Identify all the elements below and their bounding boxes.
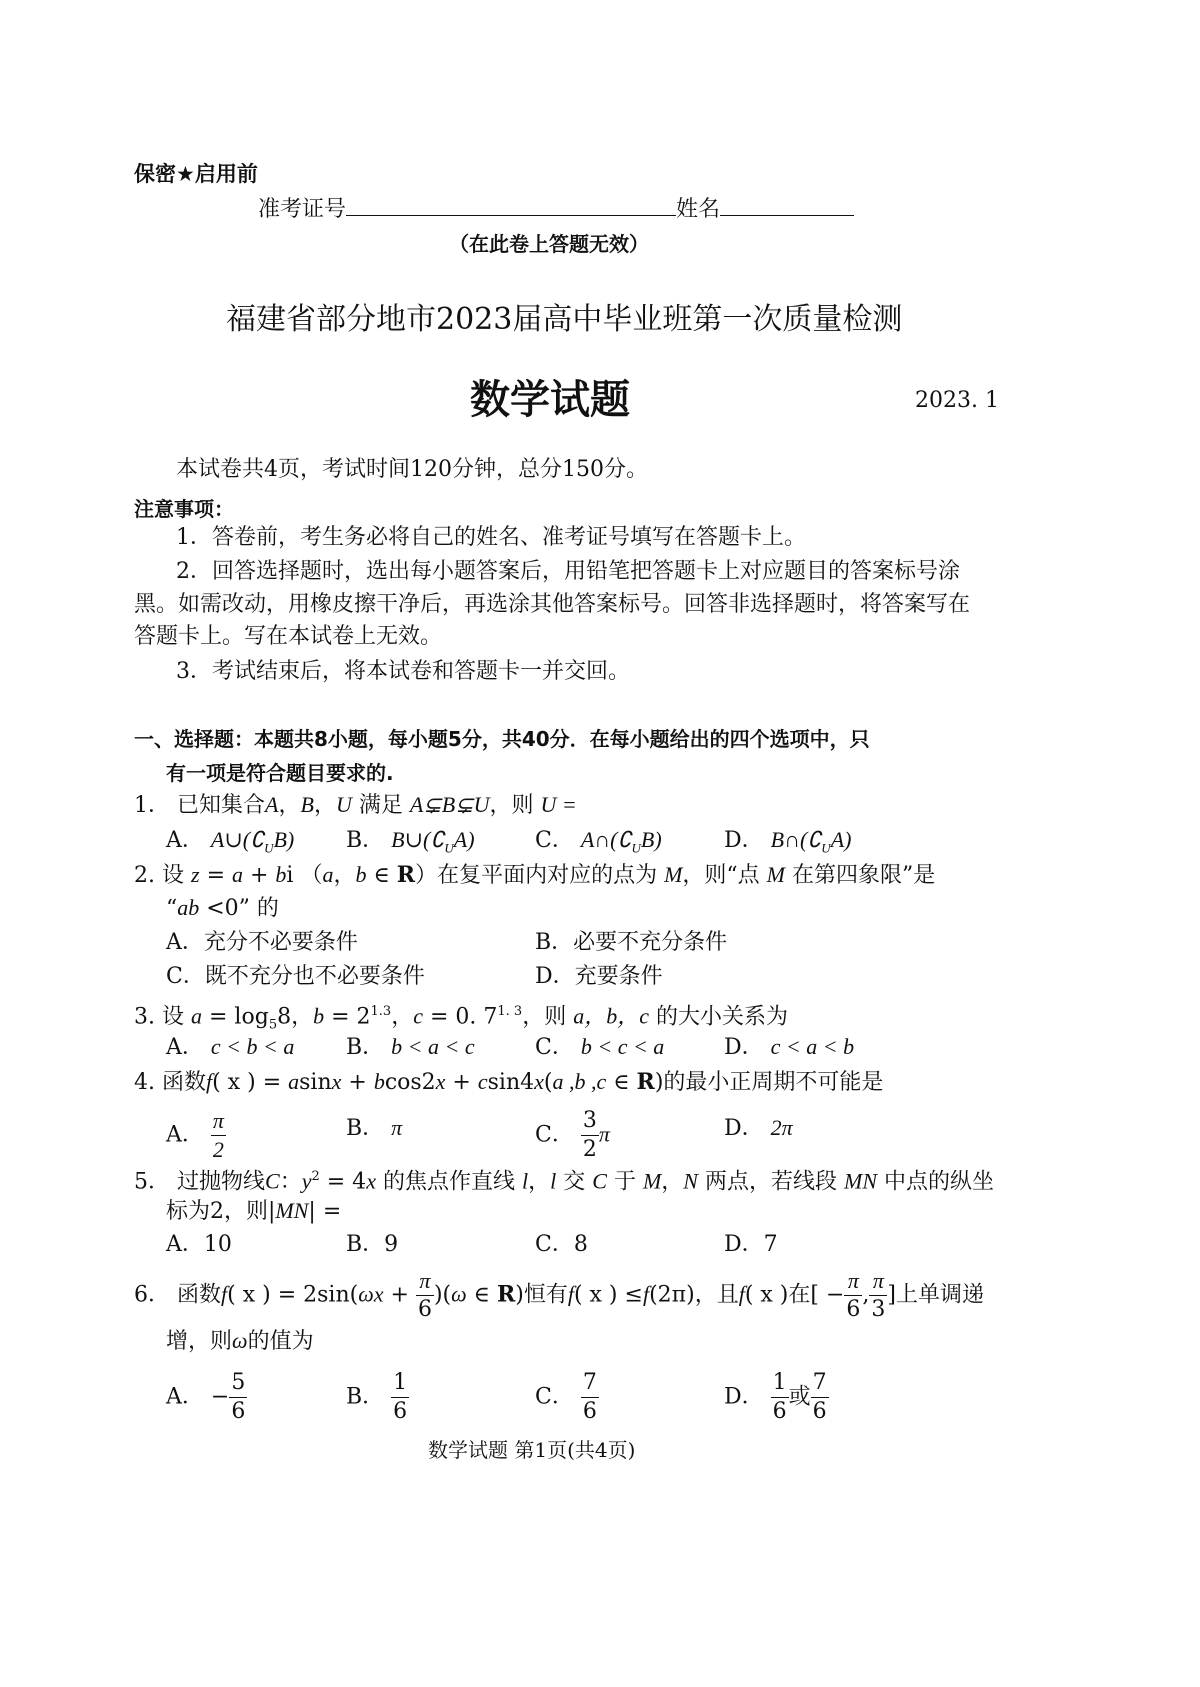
question-text: ，	[661, 1169, 684, 1195]
math-var: c	[413, 1003, 423, 1029]
question-text: 设	[162, 863, 185, 888]
question-text: 已知集合	[177, 793, 266, 818]
exam-number-row	[258, 192, 854, 223]
question-4	[134, 1067, 883, 1098]
math-var: l	[550, 1168, 557, 1194]
q1-option-b[interactable]	[346, 825, 475, 863]
q2-option-c[interactable]: C．既不充分也不必要条件	[166, 964, 425, 989]
math-set: R	[396, 862, 416, 888]
fraction	[771, 1372, 789, 1423]
math-expression: (	[543, 1070, 553, 1095]
question-text: “	[166, 896, 178, 921]
numerator: 1	[391, 1372, 409, 1398]
math-expression: ( x ) =	[212, 1070, 289, 1095]
math-expression: ( x ) ≤	[573, 1282, 643, 1308]
question-number: 4.	[134, 1070, 155, 1095]
option-label: D．	[724, 1116, 764, 1141]
math-var: f	[221, 1281, 228, 1307]
option-text: b < a < c	[391, 1034, 475, 1059]
note-2-line-1: 2．回答选择题时，选出每小题答案后，用铅笔把答题卡上对应题目的答案标号涂	[176, 559, 960, 584]
math-subscript: 5	[268, 1017, 278, 1033]
q6-option-a[interactable]	[166, 1372, 247, 1423]
option-text: B)	[640, 827, 662, 852]
numerator: 5	[229, 1372, 247, 1398]
fraction	[229, 1372, 247, 1423]
math-var: a	[191, 1003, 203, 1029]
fraction	[844, 1270, 862, 1321]
denominator: 3	[871, 1297, 886, 1322]
question-text: ：	[279, 1169, 302, 1195]
math-expression: = 4	[319, 1169, 367, 1195]
numerator: π	[416, 1270, 434, 1296]
numerator: 7	[581, 1372, 599, 1398]
math-expression: ( x ) = 2sin(	[227, 1282, 359, 1308]
question-text: ，则	[489, 793, 534, 818]
option-text: b < c < a	[580, 1034, 665, 1059]
math-var: N	[683, 1168, 698, 1194]
question-text: ]上单调递	[887, 1282, 984, 1308]
math-var: c	[477, 1069, 488, 1094]
option-text: B)	[273, 827, 295, 852]
math-operator: ∈	[466, 1282, 497, 1308]
math-var: x	[331, 1069, 342, 1094]
q6-option-c[interactable]	[535, 1372, 599, 1423]
exam-title: 福建省部分地市2023届高中毕业班第一次质量检测	[226, 302, 903, 337]
question-number: 5．	[134, 1169, 170, 1195]
q5-option-a[interactable]: A．10	[166, 1232, 232, 1257]
question-number: 1．	[134, 793, 170, 818]
q5-option-d[interactable]: D．7	[724, 1232, 778, 1257]
question-text: 函数	[162, 1070, 207, 1095]
math-var: C	[265, 1168, 280, 1194]
math-expression: = 0. 7	[422, 1004, 498, 1030]
math-expression: sin	[299, 1070, 332, 1095]
confidential-label: 保密★启用前	[134, 162, 258, 186]
math-var: M	[664, 862, 683, 887]
math-var: ab	[177, 895, 200, 920]
denominator: 2	[582, 1137, 597, 1162]
question-1	[134, 790, 577, 821]
math-expression: U =	[540, 792, 577, 817]
question-text: (2π)，且	[649, 1282, 739, 1308]
q5-option-b[interactable]: B．9	[346, 1232, 399, 1257]
math-var: x	[435, 1069, 446, 1094]
math-operator: ,	[862, 1282, 870, 1308]
math-superscript: 1. 3	[497, 1004, 523, 1019]
section-heading-line-1: 一、选择题：本题共8小题，每小题5分，共40分．在每小题给出的四个选项中，只	[134, 727, 870, 751]
question-text: 满足	[358, 793, 403, 818]
question-number: 3.	[134, 1004, 155, 1030]
math-operator: +	[383, 1282, 416, 1308]
fraction	[811, 1372, 829, 1423]
subject-title: 数学试题	[470, 377, 630, 423]
option-text: c < b < a	[210, 1034, 295, 1059]
numerator: 3	[581, 1110, 599, 1136]
math-operator: ∈	[366, 863, 397, 888]
option-text: c < a < b	[770, 1034, 855, 1059]
question-text: 的焦点作直线	[382, 1169, 515, 1195]
fraction	[581, 1372, 599, 1423]
question-text: 在第四象限”是	[792, 863, 936, 888]
denominator: 6	[393, 1399, 408, 1424]
denominator: 6	[846, 1297, 861, 1322]
math-var: C	[592, 1168, 607, 1194]
option-label: B．	[346, 1116, 385, 1141]
math-var: π	[598, 1121, 610, 1147]
q2-option-a[interactable]: A．充分不必要条件	[166, 930, 358, 955]
math-var: f	[206, 1069, 213, 1094]
note-1: 1．答卷前，考生务必将自己的姓名、准考证号填写在答题卡上。	[176, 525, 806, 550]
question-text: )恒有	[515, 1282, 568, 1308]
invalid-note: （在此卷上答题无效）	[449, 232, 649, 256]
option-text: A∪(∁	[210, 827, 265, 852]
fraction	[211, 1110, 226, 1161]
q1-option-a[interactable]	[166, 825, 294, 863]
question-text: ，	[313, 793, 336, 818]
q3-option-c[interactable]	[535, 1032, 664, 1063]
numerator: π	[844, 1270, 862, 1296]
question-text: 标为2，则|	[166, 1199, 276, 1224]
option-label: C．	[535, 828, 574, 853]
option-label: D．	[724, 828, 764, 853]
math-subscript: U	[264, 840, 274, 856]
option-label: A．	[166, 828, 204, 853]
q1-option-d[interactable]	[724, 825, 851, 863]
option-label: D．	[724, 1384, 764, 1410]
fraction	[416, 1270, 434, 1321]
option-label: B．	[346, 1384, 385, 1410]
question-text: ，	[333, 863, 356, 888]
math-var: y	[301, 1168, 312, 1194]
option-text: A∩(∁	[580, 827, 632, 852]
option-label: B．	[346, 828, 385, 853]
question-text: 于	[613, 1169, 636, 1195]
option-text: B∪(∁	[391, 827, 445, 852]
question-text: 过抛物线	[177, 1169, 266, 1195]
math-var: MN	[844, 1168, 877, 1194]
name-label: 姓名	[676, 197, 721, 222]
option-label: A．	[166, 1035, 204, 1060]
numerator: π	[869, 1270, 887, 1296]
note-2-line-3: 答题卡上。写在本试卷上无效。	[134, 624, 443, 649]
question-text: | =	[308, 1199, 342, 1224]
q3-option-d[interactable]	[724, 1032, 854, 1063]
math-subscript: U	[821, 840, 831, 856]
math-var: x	[373, 1281, 384, 1307]
math-var: a，b，c	[573, 1003, 649, 1029]
numerator: π	[211, 1110, 226, 1136]
denominator: 6	[582, 1399, 597, 1424]
math-var: l	[521, 1168, 529, 1194]
math-operator: =	[199, 863, 232, 888]
q6-option-d[interactable]	[724, 1372, 829, 1423]
math-operator: +	[445, 1070, 478, 1095]
math-expression: 8，	[277, 1004, 314, 1030]
math-operator: ∈	[606, 1070, 637, 1095]
fraction	[391, 1372, 409, 1423]
option-label: B．	[346, 1035, 385, 1060]
question-text: 的大小关系为	[655, 1004, 788, 1030]
question-2	[134, 860, 935, 891]
math-var: ω	[451, 1281, 467, 1307]
math-expression: = 2	[324, 1004, 371, 1030]
math-var: a ,b ,c	[552, 1069, 607, 1094]
option-text: π	[391, 1115, 403, 1140]
question-text: <0” 的	[199, 896, 279, 921]
denominator: 6	[231, 1399, 246, 1424]
math-var: x	[366, 1168, 376, 1194]
question-number: 6．	[134, 1282, 170, 1308]
section-heading-line-2: 有一项是符合题目要求的.	[166, 761, 394, 785]
math-var: x	[534, 1069, 544, 1094]
question-text: 交	[563, 1169, 586, 1195]
q4-option-a[interactable]	[166, 1110, 226, 1161]
math-set: R	[496, 1281, 516, 1308]
option-text: 2π	[770, 1115, 793, 1140]
question-text: 两点，若线段	[704, 1169, 837, 1195]
question-5	[134, 1162, 994, 1197]
option-text: A)	[830, 827, 852, 852]
math-var: i	[286, 863, 294, 888]
exam-number-blank[interactable]	[346, 193, 676, 216]
math-var: U	[335, 792, 352, 817]
math-var: A	[265, 792, 279, 817]
question-text: )的最小正周期不可能是	[654, 1070, 884, 1095]
numerator: 1	[771, 1372, 789, 1398]
math-expression: )(	[433, 1282, 452, 1308]
denominator: 6	[417, 1297, 432, 1322]
question-2-line-2	[166, 893, 279, 924]
question-text: ，	[278, 793, 301, 818]
math-var: MN	[275, 1198, 309, 1223]
q3-option-b[interactable]	[346, 1032, 475, 1063]
math-superscript: 1.3	[370, 1004, 392, 1019]
note-2-line-2: 黑。如需改动，用橡皮擦干净后，再选涂其他答案标号。回答非选择题时，将答案写在	[134, 592, 971, 617]
question-text: 设	[162, 1004, 185, 1030]
option-text: 或	[788, 1384, 811, 1410]
option-label: C．	[535, 1384, 574, 1410]
option-label: C．	[535, 1035, 574, 1060]
q5-option-c[interactable]: C．8	[535, 1232, 588, 1257]
fraction	[581, 1110, 599, 1161]
denominator: 2	[212, 1137, 224, 1162]
q3-option-a[interactable]	[166, 1032, 294, 1063]
math-var: ω	[232, 1328, 248, 1353]
question-text: 的值为	[247, 1329, 314, 1354]
denominator: 6	[772, 1399, 787, 1424]
math-var: a	[288, 1069, 300, 1094]
question-text: ）在复平面内对应的点为	[415, 863, 658, 888]
math-var: M	[766, 862, 785, 887]
math-var: b	[275, 862, 287, 887]
math-set: R	[636, 1069, 655, 1095]
option-label: D．	[724, 1035, 764, 1060]
question-text: 函数	[177, 1282, 222, 1308]
question-text: ，	[528, 1169, 551, 1195]
question-text: ，则“点	[682, 863, 760, 888]
notes-heading: 注意事项：	[134, 497, 234, 521]
math-expression: ( x )在[ −	[744, 1282, 845, 1308]
math-var: M	[642, 1168, 662, 1194]
denominator: 6	[812, 1399, 827, 1424]
math-var: f	[738, 1281, 745, 1307]
math-expression: cos2	[384, 1070, 436, 1095]
math-var: a	[322, 862, 334, 887]
q2-option-b[interactable]: B．必要不充分条件	[535, 930, 728, 955]
question-5-line-2	[166, 1196, 341, 1227]
q2-option-d[interactable]: D．充要条件	[535, 964, 663, 989]
question-text: （	[300, 863, 323, 888]
math-operator: −	[210, 1384, 230, 1410]
question-text: ，	[391, 1004, 414, 1030]
math-expression: = log	[202, 1004, 269, 1030]
option-label: A．	[166, 1384, 204, 1410]
math-var: a	[232, 862, 243, 887]
question-number: 2.	[134, 863, 155, 888]
name-blank[interactable]	[720, 193, 854, 216]
q4-option-b[interactable]	[346, 1113, 402, 1144]
intro-text: 本试卷共4页，考试时间120分钟，总分150分。	[176, 457, 648, 482]
option-label: A．	[166, 1122, 204, 1148]
question-text: 增，则	[166, 1329, 233, 1354]
math-expression: sin4	[487, 1070, 535, 1095]
math-operator: +	[243, 863, 276, 888]
math-var: f	[567, 1281, 574, 1307]
question-6	[134, 1270, 984, 1321]
math-var: ω	[358, 1281, 374, 1307]
option-label: C．	[535, 1122, 574, 1148]
math-var: b	[355, 862, 367, 887]
exam-number-label: 准考证号	[258, 197, 347, 222]
q1-option-c[interactable]	[535, 825, 662, 863]
math-superscript: 2	[311, 1169, 320, 1184]
math-operator: +	[341, 1070, 374, 1095]
math-expression: A⊊B⊊U	[409, 792, 490, 817]
q6-option-b[interactable]	[346, 1372, 409, 1423]
math-var: f	[642, 1281, 650, 1307]
question-text: 中点的纵坐	[884, 1169, 995, 1195]
question-6-line-2	[166, 1326, 314, 1357]
note-3: 3．考试结束后，将本试卷和答题卡一并交回。	[176, 659, 630, 684]
exam-date: 2023. 1	[915, 388, 999, 413]
question-text: ，则	[522, 1004, 567, 1030]
q4-option-d[interactable]	[724, 1113, 793, 1144]
option-text: B∩(∁	[770, 827, 822, 852]
math-var: z	[191, 862, 200, 887]
math-var: b	[313, 1003, 325, 1029]
page-footer: 数学试题 第1页(共4页)	[428, 1438, 636, 1462]
math-var: B	[300, 792, 314, 817]
q4-option-c[interactable]	[535, 1110, 610, 1161]
math-subscript: U	[631, 840, 641, 856]
math-var: b	[373, 1069, 385, 1094]
option-text: A)	[453, 827, 475, 852]
fraction	[869, 1270, 887, 1321]
math-subscript: U	[444, 840, 454, 856]
numerator: 7	[811, 1372, 829, 1398]
